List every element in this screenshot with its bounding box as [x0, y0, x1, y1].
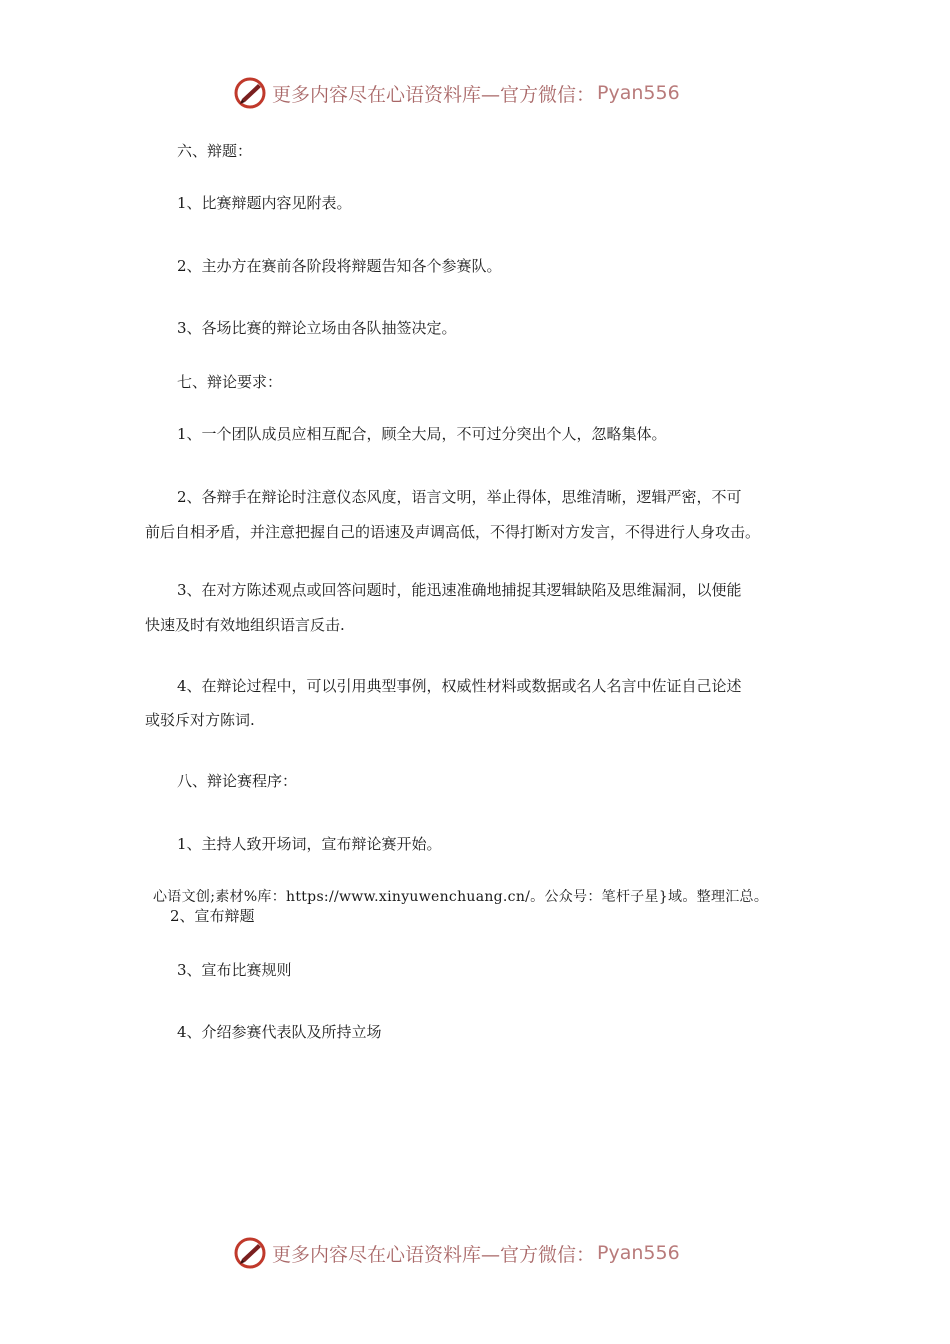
pen-logo-icon	[232, 75, 268, 111]
pen-logo-icon	[232, 1235, 268, 1271]
section8-heading: 八、辩论赛程序：	[177, 772, 298, 790]
banner-text: 更多内容尽在心语资料库—官方微信：	[272, 83, 596, 106]
source-notice: 心语文创;素材%库：https://www.xinyuwenchuang.cn/。公众号：笔杆子星}域。整理汇总。	[153, 889, 769, 905]
section8-item-3: 3、宣布比赛规则	[177, 961, 292, 979]
section8-item-4: 4、介绍参赛代表队及所持立场	[177, 1023, 382, 1041]
section6-item-2: 2、主办方在赛前各阶段将辩题告知各个参赛队。	[177, 257, 502, 275]
banner-wechat-id: Pyan556	[597, 1242, 680, 1264]
section7-item-3-line1: 3、在对方陈述观点或回答问题时，能迅速准确地捕捉其逻辑缺陷及思维漏洞，以便能	[177, 581, 742, 599]
section7-item-3-line2: 快速及时有效地组织语言反击.	[145, 616, 345, 634]
section7-item-2-line1: 2、各辩手在辩论时注意仪态风度，语言文明，举止得体，思维清晰，逻辑严密，不可	[177, 488, 742, 506]
banner-text: 更多内容尽在心语资料库—官方微信：	[272, 1243, 596, 1266]
section6-item-3: 3、各场比赛的辩论立场由各队抽签决定。	[177, 319, 457, 337]
section6-heading: 六、辩题：	[177, 142, 253, 160]
banner-wechat-id: Pyan556	[597, 82, 680, 104]
section7-item-4-line2: 或驳斥对方陈词.	[145, 711, 255, 729]
section7-item-4-line1: 4、在辩论过程中，可以引用典型事例，权威性材料或数据或名人名言中佐证自己论述	[177, 677, 742, 695]
section7-item-2-line2: 前后自相矛盾，并注意把握自己的语速及声调高低，不得打断对方发言，不得进行人身攻击。	[145, 523, 761, 541]
header-banner	[232, 73, 680, 113]
section8-item-2: 2、宣布辩题	[170, 907, 255, 925]
section7-item-1: 1、一个团队成员应相互配合，顾全大局，不可过分突出个人，忽略集体。	[177, 425, 667, 443]
section7-heading: 七、辩论要求：	[177, 373, 283, 391]
footer-banner	[232, 1233, 680, 1273]
section6-item-1: 1、比赛辩题内容见附表。	[177, 194, 352, 212]
section8-item-1: 1、主持人致开场词，宣布辩论赛开始。	[177, 835, 442, 853]
